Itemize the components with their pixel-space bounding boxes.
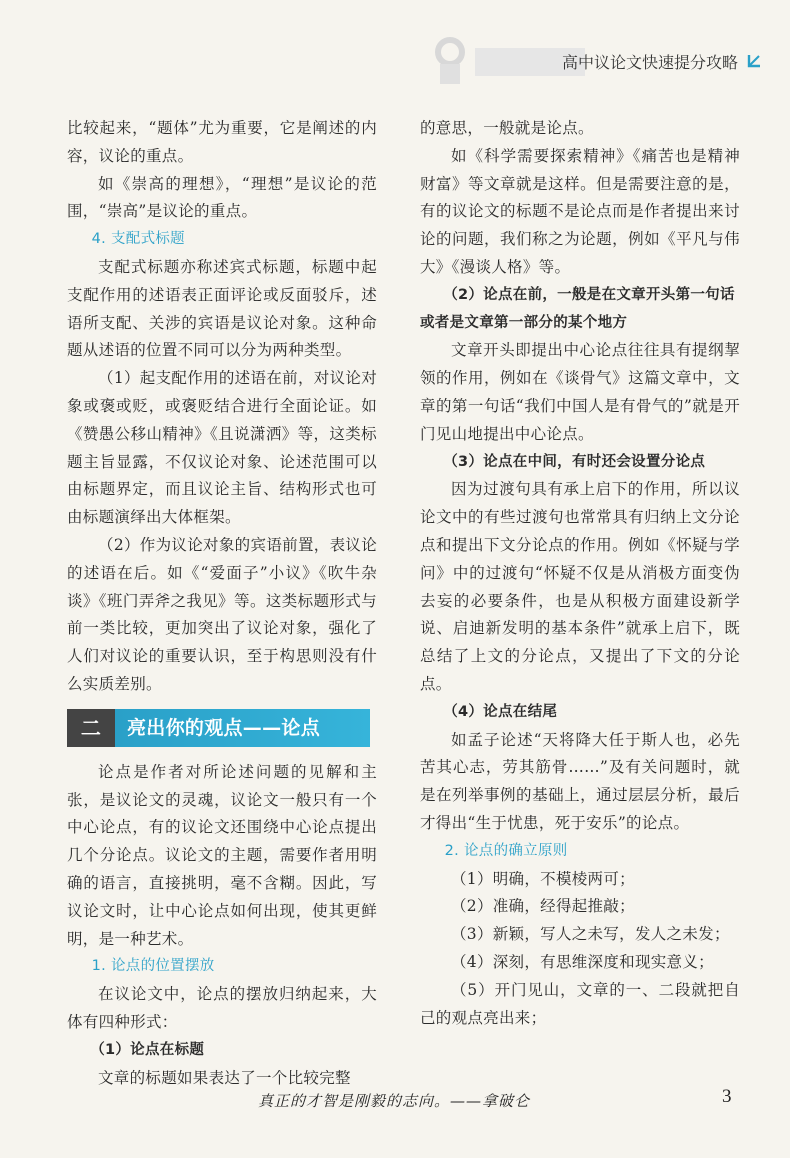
- subheading: 2. 论点的确立原则: [444, 842, 568, 859]
- right-column: [420, 115, 740, 1032]
- paragraph: 比较起来，“题体”尤为重要，它是阐述的内容，议论的重点。: [67, 119, 377, 165]
- left-column: [67, 115, 377, 1092]
- bold-heading: （1）论点在标题: [90, 1041, 205, 1058]
- section-title: 亮出你的观点——论点: [115, 709, 370, 747]
- subheading: 4. 支配式标题: [91, 231, 185, 248]
- paragraph: 如孟子论述“天将降大任于斯人也，必先苦其心志，劳其筋骨……”及有关问题时，就是在列举事例的基础上，通过层层分析，最后才得出“生于忧患，死于安乐”的论点。: [420, 730, 740, 832]
- paragraph: 如《崇高的理想》，“理想”是议论的范围，“崇高”是议论的重点。: [67, 174, 377, 221]
- paragraph: 支配式标题亦称述宾式标题，标题中起支配作用的述语表正面评论或反面驳斥，述语所支配、关涉的宾语是议论对象。这种命题从述语的位置不同可以分为两种类型。: [67, 257, 377, 360]
- paragraph: 因为过渡句具有承上启下的作用，所以议论文中的有些过渡句也常常具有归纳上文分论点和提出下文分论点的作用。例如《怀疑与学问》中的过渡句“怀疑不仅是从消极方面变伪去妄的必要条件，也是从积极方面建设新学说、启迪新发明的基本条件”就承上启下，既总结了上文的分论点，又提出了下文的分论点。: [420, 480, 740, 693]
- running-title: 高中议论文快速提分攻略: [561, 53, 738, 72]
- list-item: （4）深刻，有思维深度和现实意义；: [451, 952, 714, 971]
- paragraph: 文章开头即提出中心论点往往具有提纲挈领的作用，例如在《谈骨气》这篇文章中，文章的第一句话“我们中国人是有骨气的”就是开门见山地提出中心论点。: [420, 341, 740, 443]
- paragraph: 如《科学需要探索精神》《痛苦也是精神财富》等文章就是这样。但是需要注意的是，有的议论文的标题不是论点而是作者提出来讨论的问题，我们称之为论题，例如《平凡与伟大》《漫谈人格》等。: [420, 146, 740, 276]
- list-item: （1）明确，不模棱两可；: [451, 869, 635, 888]
- list-item: （5）开门见山，文章的一、二段就把自己的观点亮出来；: [420, 980, 740, 1027]
- list-item: （3）新颖，写人之未写，发人之未发；: [451, 925, 730, 944]
- section-number: 二: [67, 709, 115, 747]
- paragraph: 文章的标题如果表达了一个比较完整: [98, 1068, 351, 1087]
- paragraph: （2）作为议论对象的宾语前置，表议论的述语在后。如《“爱面子”小议》《吹牛杂谈》《班门弄斧之我见》等。这类标题形式与前一类比较，更加突出了议论对象，强化了人们对议论的重要认识，至于构思则没有什么实质差别。: [67, 535, 377, 693]
- section-banner: [67, 709, 372, 747]
- footer-quote: 真正的才智是刚毅的志向。——拿破仑: [258, 1092, 531, 1110]
- paragraph: 的意思，一般就是论点。: [420, 119, 594, 137]
- corner-arrow-icon: [746, 53, 762, 69]
- list-item: （2）准确，经得起推敲；: [451, 897, 635, 916]
- paragraph: （1）起支配作用的述语在前，对议论对象或褒或贬，或褒贬结合进行全面论证。如《赞愚公移山精神》《且说潇洒》等，这类标题主旨显露，不仅议论对象、论述范围可以由标题界定，而且议论主旨、结构形式也可由标题演绎出大体框架。: [67, 369, 377, 527]
- page-header: [0, 0, 790, 80]
- subheading: 1. 论点的位置摆放: [91, 958, 215, 975]
- paragraph: 在议论文中，论点的摆放归纳起来，大体有四种形式：: [67, 985, 377, 1031]
- page-number: 3: [722, 1086, 732, 1107]
- bold-heading: （2）论点在前，一般是在文章开头第一句话或者是文章第一部分的某个地方: [420, 286, 735, 331]
- paragraph: 论点是作者对所论述问题的见解和主张，是议论文的灵魂，议论文一般只有一个中心论点，有的议论文还围绕中心论点提出几个分论点。议论文的主题，需要作者用明确的语言，直接挑明，毫不含糊。因此，写议论文时，让中心论点如何出现，使其更鲜明，是一种艺术。: [67, 762, 377, 948]
- bold-heading: （3）论点在中间，有时还会设置分论点: [443, 453, 706, 470]
- bold-heading: （4）论点在结尾: [443, 703, 558, 720]
